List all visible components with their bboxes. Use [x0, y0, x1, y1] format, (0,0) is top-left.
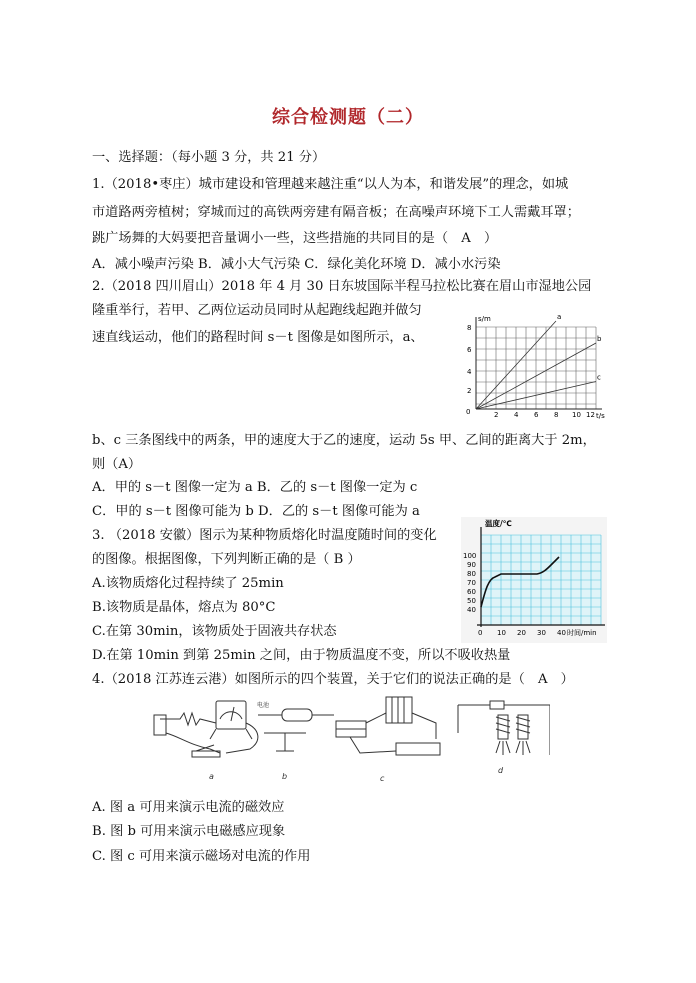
st-y-tick: 8	[467, 324, 472, 332]
fig-label-a: a	[209, 772, 214, 781]
temp-y-tick: 80	[467, 570, 476, 578]
temp-x-tick: 0	[478, 629, 483, 637]
q2-line-3: 速直线运动，他们的路程时间 s－t 图像是如图所示，a、	[92, 330, 424, 345]
st-x-tick: 2	[494, 411, 499, 419]
figure-b-electromagnet-compass	[258, 709, 334, 751]
st-y-label: s/m	[478, 315, 491, 323]
temperature-graph	[461, 517, 607, 643]
st-x-tick: 8	[554, 411, 559, 419]
fig-label-b: b	[282, 772, 288, 781]
temperature-graph-svg	[461, 517, 607, 643]
q4-option-a: A. 图 a 可用来演示电流的磁效应	[92, 800, 285, 815]
q3-option-b: B.该物质是晶体，熔点为 80°C	[92, 600, 276, 615]
st-line-label-b: b	[597, 335, 602, 343]
st-graph	[462, 311, 608, 423]
page-title: 综合检测题（二）	[272, 107, 424, 128]
temp-x-tick: 40	[557, 629, 566, 637]
st-x-tick: 4	[514, 411, 519, 419]
q4-option-b: B. 图 b 可用来演示电磁感应现象	[92, 824, 286, 839]
st-line-label-c: c	[597, 373, 601, 382]
q2-line-1: 2.（2018 四川眉山）2018 年 4 月 30 日东坡国际半程马拉松比赛在眉山市湿地公园	[92, 279, 592, 294]
temp-y-tick: 90	[467, 561, 476, 569]
q3-line-1: 3. （2018 安徽）图示为某种物质熔化时温度随时间的变化	[92, 528, 437, 543]
st-y-tick: 2	[467, 387, 472, 395]
figure-a-galvanometer-circuit	[154, 701, 258, 757]
q1-options: A．减小噪声污染 B．减小大气污染 C．绿化美化环境 D．减小水污染	[92, 257, 501, 272]
temp-y-tick: 70	[467, 579, 476, 587]
q1-line-3: 跳广场舞的大妈要把音量调小一些，这些措施的共同目的是（ A ）	[92, 231, 498, 246]
fig-b-text: 电池	[257, 702, 270, 709]
q3-option-a: A.该物质熔化过程持续了 25min	[92, 576, 284, 591]
fig-label-d: d	[498, 766, 504, 775]
temp-y-tick: 100	[463, 552, 477, 560]
st-line-label-a: a	[557, 313, 562, 321]
temp-y-tick: 40	[467, 606, 476, 614]
q2-line-5: 则（A）	[92, 457, 142, 472]
q4-line-1: 4.（2018 江苏连云港）如图所示的四个装置，关于它们的说法正确的是（ A ）	[92, 672, 574, 687]
q2-line-2: 隆重举行，若甲、乙两位运动员同时从起跑线起跑并做匀	[92, 303, 422, 318]
temp-x-tick: 20	[517, 629, 526, 637]
temp-x-label: 时间/min	[567, 629, 597, 637]
fig-label-c: c	[380, 774, 385, 783]
q2-option-cd: C．甲的 s－t 图像可能为 b D．乙的 s－t 图像可能为 a	[92, 504, 420, 519]
q1-line-2: 市道路两旁植树；穿城而过的高铁两旁建有隔音板；在高噪声环境下工人需戴耳罩；	[92, 205, 580, 220]
temp-y-label: 温度/℃	[485, 519, 512, 528]
q1-line-1: 1.（2018•枣庄）城市建设和管理越来越注重“以人为本，和谐发展”的理念，如城	[92, 177, 569, 192]
figure-c-motor-circuit	[336, 697, 440, 755]
st-origin: 0	[466, 408, 471, 416]
q3-line-2: 的图像。根据图像，下列判断正确的是（ B ）	[92, 552, 361, 567]
temp-y-tick: 50	[467, 597, 476, 605]
st-graph-svg	[462, 311, 608, 423]
st-x-tick: 12	[586, 411, 595, 419]
st-x-label: t/s	[596, 412, 605, 420]
st-y-tick: 6	[467, 346, 472, 354]
apparatus-figure	[150, 693, 550, 797]
st-y-tick: 4	[467, 368, 472, 376]
apparatus-svg	[150, 693, 550, 793]
q4-option-c: C. 图 c 可用来演示磁场对电流的作用	[92, 849, 311, 864]
q2-option-ab: A．甲的 s－t 图像一定为 a B．乙的 s－t 图像一定为 c	[92, 480, 418, 495]
figure-d-electromagnets	[458, 701, 550, 755]
temp-x-tick: 30	[537, 629, 546, 637]
q3-option-c: C.在第 30min，该物质处于固液共存状态	[92, 624, 337, 639]
st-x-tick: 10	[572, 411, 581, 419]
temp-x-tick: 10	[497, 629, 506, 637]
st-grid	[476, 327, 596, 409]
q3-option-d: D.在第 10min 到第 25min 之间，由于物质温度不变，所以不吸收热量	[92, 648, 511, 663]
section-heading: 一、选择题：（每小题 3 分，共 21 分）	[92, 150, 326, 165]
temp-y-tick: 60	[467, 588, 476, 596]
q2-line-4: b、c 三条图线中的两条，甲的速度大于乙的速度，运动 5s 甲、乙间的距离大于 2m，	[92, 433, 596, 448]
st-x-tick: 6	[534, 411, 539, 419]
